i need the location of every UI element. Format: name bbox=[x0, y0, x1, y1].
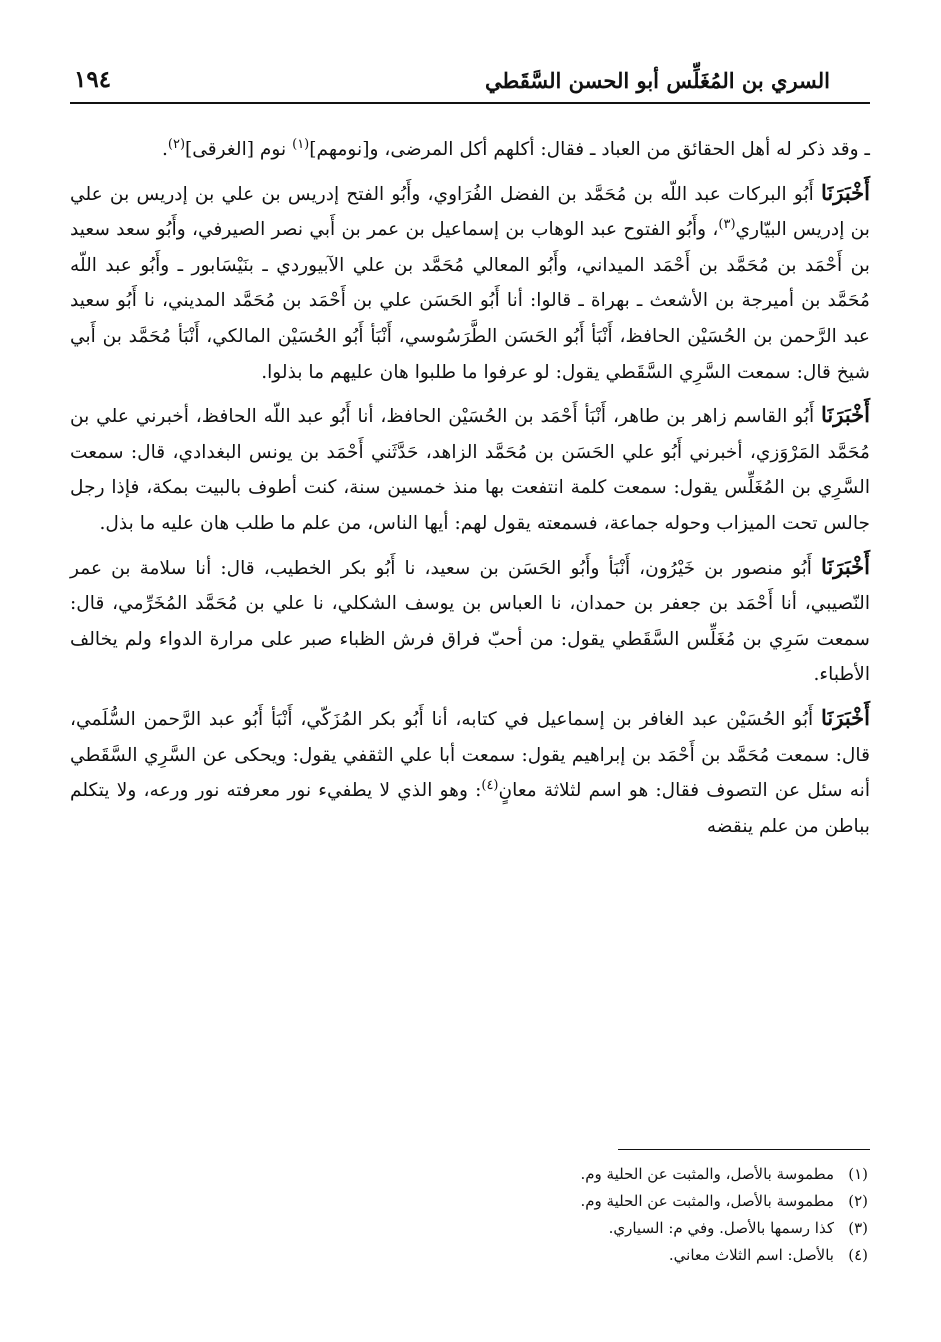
running-title: السري بن المُغَلِّس أبو الحسن السَّقَطي bbox=[485, 68, 830, 93]
footnote-number: (٤) bbox=[848, 1246, 868, 1264]
footnote-number: (٣) bbox=[848, 1219, 868, 1237]
akhbarana-keyword: أَخْبَرَنَا bbox=[821, 402, 870, 428]
footnote-text: مطموسة بالأصل، والمثبت عن الحلية وم. bbox=[580, 1165, 834, 1183]
footnote-item bbox=[68, 1242, 868, 1269]
paragraph-text: . bbox=[161, 139, 168, 160]
paragraph-text: ـ وقد ذكر له أهل الحقائق من العباد ـ فقال: أكلهم أكل المرضى، و[نومهم] bbox=[309, 139, 870, 160]
paragraph-5 bbox=[70, 700, 870, 844]
page-number: ١٩٤ bbox=[74, 66, 112, 93]
footnotes bbox=[68, 1161, 868, 1269]
paragraph-text: أَبُو منصور بن خَيْرُون، أَنْبَأ وأَبُو الحَسَن بن سعيد، نا أَبُو بكر الخطيب، قال: أنا سلامة بن عمر النّصيبي، أنا أَحْمَد بن جعفر بن حمدان، نا العباس بن يوسف الشكلي، نا علي بن مُحَمَّد المُخَرِّمي، قال: سمعت سَرِي بن مُغَلِّس السَّقَطي يقول: من أحبّ فراق فرش الظباء صبر على مرارة الدواء ولم يخالف الأطباء. bbox=[70, 557, 870, 686]
footnote-item bbox=[68, 1215, 868, 1242]
footnote-ref-2: (٢) bbox=[167, 136, 186, 152]
paragraph-text: أَبُو القاسم زاهر بن طاهر، أَنْبَأ أَحْمَد بن الحُسَيْن الحافظ، أنا أَبُو عبد اللّه الحافظ، أخبرني علي بن مُحَمَّد المَرْوَزي، أخبرني أَبُو علي الحَسَن بن مُحَمَّد الزاهد، حَدَّثَني أَحْمَد بن يونس البغدادي، قال: سمعت السَّرِي بن المُغَلِّس يقول: سمعت كلمة انتفعت بها منذ خمسين سنة، كنت أطوف بالبيت بمكة، فإذا رجل جالس تحت الميزاب وحوله جماعة، فسمعته يقول لهم: أيها الناس، من علم ما طلب هان عليه ما بذل. bbox=[70, 406, 870, 534]
footnote-ref-3: (٣) bbox=[718, 217, 736, 232]
paragraph-3 bbox=[70, 397, 870, 541]
paragraph-1 bbox=[70, 132, 870, 168]
book-page bbox=[70, 48, 870, 1308]
footnote-divider bbox=[618, 1149, 870, 1150]
footnote-number: (٢) bbox=[848, 1192, 868, 1210]
footnote-number: (١) bbox=[848, 1165, 868, 1183]
footnote-ref-1: (١) bbox=[292, 136, 310, 152]
main-text bbox=[70, 132, 870, 844]
paragraph-text: أَبُو البركات عبد اللّه بن مُحَمَّد بن الفضل الفُرَاوي، وأَبُو الفتح إدريس بن علي بن إدريس بن علي بن إدريس البيّاري bbox=[70, 183, 870, 241]
footnote-text: كذا رسمها بالأصل. وفي م: السياري. bbox=[608, 1219, 834, 1237]
paragraph-text: أَبُو الحُسَيْن عبد الغافر بن إسماعيل في كتابه، أنا أَبُو بكر المُزَكّي، أَنْبَأ أَبُو عبد الرَّحمن السُّلَمي، قال: سمعت مُحَمَّد بن أَحْمَد بن إبراهيم يقول: سمعت أبا علي الثقفي يقول: ويحكى عن السَّرِي السَّقَطي أنه سئل عن التصوف فقال: هو اسم لثلاثة معانٍ bbox=[70, 708, 871, 802]
akhbarana-keyword: أَخْبَرَنَا bbox=[821, 179, 870, 205]
paragraph-text: ، وأَبُو الفتوح عبد الوهاب بن إسماعيل بن عمر بن أَبي نصر الصيرفي، وأَبُو سعد سعيد بن أَحْمَد بن مُحَمَّد بن أَحْمَد الميداني، وأَبُو المعالي مُحَمَّد بن علي الآبيوردي ـ بنَيْسَابور ـ وأَبُو عبد اللّه مُحَمَّد بن أميرجة بن الأشعث ـ بهراة ـ قالوا: أنا أَبُو الحَسَن علي بن أَحْمَد بن مُحَمَّد المديني، نا أَبُو سعيد عبد الرَّحمن بن الحُسَيْن الحافظ، أَنْبَأ أَبُو الحَسَن الطَّرَسُوسي، أَنْبَأ أَبُو الحُسَيْن المالكي، أَنْبَأ مُحَمَّد بن أَبي شيخ قال: سمعت السَّرِي السَّقَطي يقول: لو عرفوا ما طلبوا هان عليهم ما بذلوا. bbox=[70, 219, 870, 383]
footnote-text: بالأصل: اسم الثلاث معاني. bbox=[668, 1246, 834, 1264]
paragraph-text: نوم [الغرقى] bbox=[185, 139, 293, 160]
footnote-text: مطموسة بالأصل، والمثبت عن الحلية وم. bbox=[580, 1192, 834, 1210]
footnote-ref-4: (٤) bbox=[481, 777, 499, 793]
page-header bbox=[70, 48, 870, 104]
akhbarana-keyword: أَخْبَرَنَا bbox=[821, 704, 870, 730]
paragraph-text: : وهو الذي لا يطفيء نور معرفته نور ورعه، ولا يتكلم بباطن من علم ينقضه bbox=[70, 780, 870, 837]
footnote-item bbox=[68, 1161, 868, 1188]
paragraph-4 bbox=[70, 549, 870, 693]
akhbarana-keyword: أَخْبَرَنَا bbox=[821, 553, 870, 579]
footnote-item bbox=[68, 1188, 868, 1215]
paragraph-2 bbox=[70, 175, 870, 391]
